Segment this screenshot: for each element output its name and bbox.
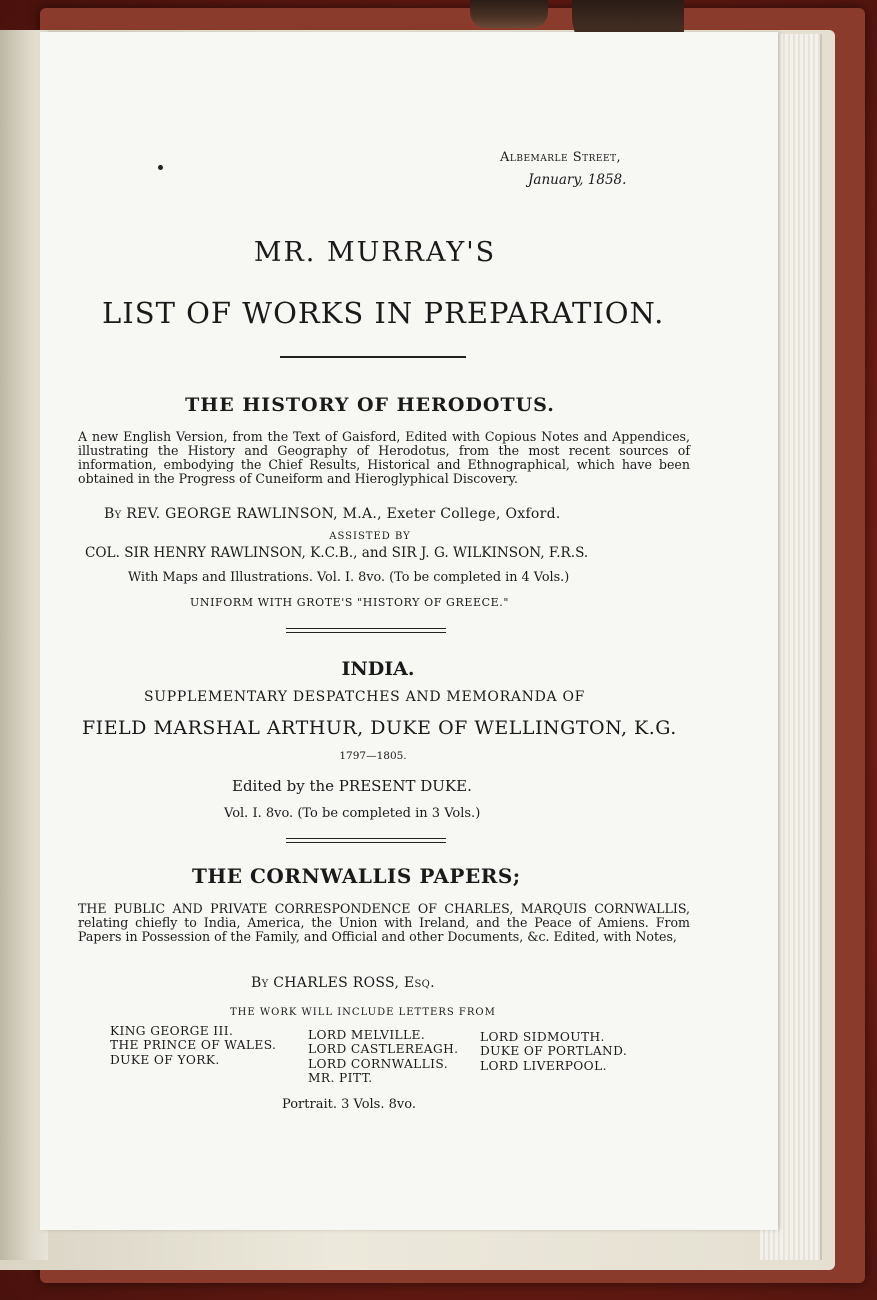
herodotus-author <box>104 506 561 522</box>
cornwallis-format: Portrait. 3 Vols. 8vo. <box>282 1097 416 1112</box>
letters-intro: THE WORK WILL INCLUDE LETTERS FROM <box>230 1007 496 1018</box>
india-editor: Edited by the PRESENT DUKE. <box>232 777 472 795</box>
cornwallis-author <box>251 975 435 991</box>
letter-author: LORD CORNWALLIS. <box>308 1056 448 1071</box>
title-rule <box>280 356 466 358</box>
author-name: REV. GEORGE RAWLINSON, M.A., Exeter College, Oxford. <box>126 506 561 522</box>
india-heading: INDIA. <box>341 658 415 680</box>
author-suffix: Esq. <box>403 975 435 991</box>
page-title: MR. MURRAY'S <box>253 237 497 268</box>
india-subject: FIELD MARSHAL ARTHUR, DUKE OF WELLINGTON, K.G. <box>82 717 677 739</box>
assisted-by-label: ASSISTED BY <box>329 531 411 542</box>
section-rule-1a <box>286 628 446 629</box>
letter-author: DUKE OF PORTLAND. <box>480 1044 628 1059</box>
cornwallis-heading: THE CORNWALLIS PAPERS; <box>192 864 521 888</box>
cornwallis-description: THE PUBLIC AND PRIVATE CORRESPONDENCE OF CHARLES, MARQUIS CORNWALLIS, relating chiefly to India, America, the Union with Ireland, and the Peace of Amiens. From Papers in Possession of the Family, and Official and other Documents, &c. Edited, with Notes, <box>78 901 690 944</box>
section-rule-1b <box>286 632 446 633</box>
herodotus-uniform-note: UNIFORM WITH GROTE'S "HISTORY OF GREECE." <box>190 596 509 609</box>
letter-author: LORD SIDMOUTH. <box>480 1030 605 1044</box>
herodotus-heading: THE HISTORY OF HERODOTUS. <box>185 394 555 416</box>
letters-column-2 <box>308 1028 458 1085</box>
india-volume: Vol. I. 8vo. (To be completed in 3 Vols.) <box>224 806 481 821</box>
letter-author: KING GEORGE III. <box>110 1024 234 1038</box>
address-date: January, 1858. <box>528 172 627 188</box>
herodotus-details: With Maps and Illustrations. Vol. I. 8vo. (To be completed in 4 Vols.) <box>128 570 570 585</box>
page-subtitle: LIST OF WORKS IN PREPARATION. <box>102 296 665 330</box>
herodotus-assistants: COL. SIR HENRY RAWLINSON, K.C.B., and SIR J. G. WILKINSON, F.R.S. <box>85 545 589 561</box>
metal-clasp-left <box>470 0 548 28</box>
letters-column-3 <box>480 1030 627 1073</box>
by-label: By <box>104 506 122 522</box>
india-dates: 1797—1805. <box>339 750 407 762</box>
ink-speck <box>158 165 163 170</box>
section-rule-2a <box>286 838 446 839</box>
letter-author: LORD LIVERPOOL. <box>480 1058 607 1073</box>
india-subheading: SUPPLEMENTARY DESPATCHES AND MEMORANDA OF <box>144 689 586 705</box>
letters-column-1 <box>110 1024 276 1067</box>
letter-author: DUKE OF YORK. <box>110 1052 220 1067</box>
letter-author: LORD MELVILLE. <box>308 1028 426 1042</box>
herodotus-description: A new English Version, from the Text of Gaisford, Edited with Copious Notes and Appendices, illustrating the History and Geography of Herodotus, from the most recent sources of information, embodying the Chief Results, Historical and Ethnographical, which have been obtained in the Progress of Cuneiform and Hieroglyphical Discovery. <box>78 429 690 486</box>
author-name: CHARLES ROSS, <box>273 975 400 991</box>
address-street: Albemarle Street, <box>500 150 622 165</box>
section-rule-2b <box>286 842 446 843</box>
letter-author: MR. PITT. <box>308 1070 373 1085</box>
printed-page <box>40 32 778 1230</box>
letter-author: LORD CASTLEREAGH. <box>308 1042 459 1057</box>
by-label: By <box>251 975 269 991</box>
letter-author: THE PRINCE OF WALES. <box>110 1038 277 1053</box>
